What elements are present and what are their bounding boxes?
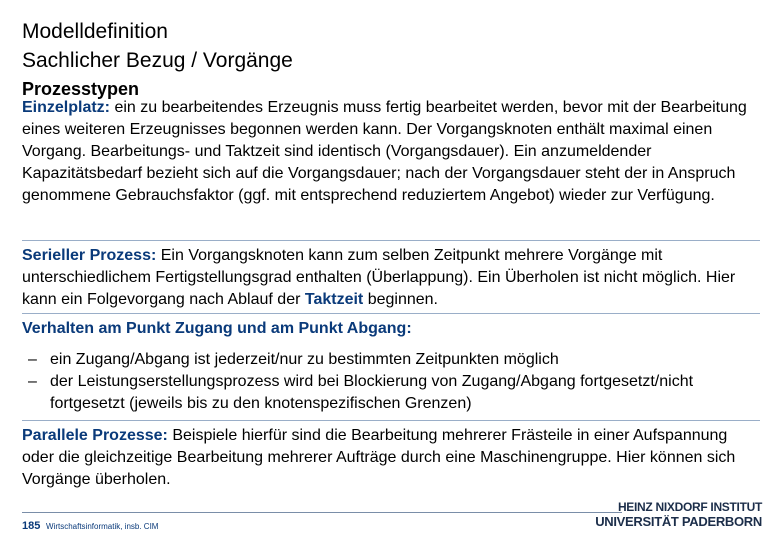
text-seriell-end: beginnen. [363, 291, 438, 308]
page-number: 185 [22, 520, 41, 532]
paragraph-seriell [22, 245, 762, 311]
list-item [22, 349, 762, 371]
list-item-text: ein Zugang/Abgang ist jederzeit/nur zu bestimmten Zeitpunkten möglich [50, 351, 559, 368]
section-subtitle: Prozesstypen [22, 79, 140, 99]
dash-bullet: – [28, 373, 37, 390]
label-verhalten: Verhalten am Punkt Zugang und am Punkt Abgang: [22, 320, 412, 337]
list-item-text: der Leistungserstellungsprozess wird bei Blockierung von Zugang/Abgang fortgesetzt/nicht fortgesetzt (jeweils bis zu den knotenspezifischen Grenzen) [50, 373, 694, 412]
list-verhalten [22, 349, 762, 415]
dash-bullet: – [28, 351, 37, 368]
text-seriell: Ein Vorgangsknoten kann zum selben Zeitpunkt mehrere Vorgänge mit unterschiedlichem Fertigstellungsgrad enthalten (Überlappung). Ein Überholen ist nicht möglich. Hier kann ein Folgevorgang nach Ablauf der [22, 247, 736, 308]
label-seriell: Serieller Prozess: [22, 247, 157, 264]
section-divider [22, 240, 760, 241]
logo-line1: HEINZ NIXDORF INSTITUT [617, 500, 762, 514]
label-einzelplatz: Einzelplatz: [22, 99, 111, 116]
logo-line2: UNIVERSITÄT PADERBORN [595, 514, 762, 529]
page-title-line2: Sachlicher Bezug / Vorgänge [22, 49, 293, 72]
label-parallel: Parallele Prozesse: [22, 427, 168, 444]
institute-logo [595, 500, 762, 530]
footer-divider [22, 512, 622, 513]
heading-verhalten [22, 318, 762, 340]
section-divider [22, 420, 760, 421]
paragraph-parallel [22, 425, 762, 491]
footer-course: Wirtschaftsinformatik, insb. CIM [46, 522, 159, 531]
text-einzelplatz: ein zu bearbeitendes Erzeugnis muss fertig bearbeitet werden, bevor mit der Bearbeitung eines weiteren Erzeugnisses begonnen werden kann. Der Vorgangsknoten enthält maximal einen Vorgang. Bearbeitungs- und Taktzeit sind identisch (Vorgangsdauer). Ein anzumeldender Kapazitätsbedarf bezieht sich auf die Vorgangsdauer; nach der Vorgangsdauer steht der in Anspruch genommene Gebrauchsfaktor (ggf. mit entsprechend reduziertem Angebot) wieder zur Verfügung. [22, 99, 747, 204]
highlight-taktzeit: Taktzeit [304, 291, 364, 308]
section-divider [22, 313, 760, 314]
page-title: Modelldefinition [22, 20, 168, 43]
text-parallel: Beispiele hierfür sind die Bearbeitung mehrerer Frästeile in einer Aufspannung oder die gleichzeitige Bearbeitung mehrerer Aufträge durch eine Maschinengruppe. Hier können sich Vorgänge überholen. [22, 427, 736, 488]
paragraph-einzelplatz [22, 97, 762, 207]
list-item [22, 371, 762, 415]
